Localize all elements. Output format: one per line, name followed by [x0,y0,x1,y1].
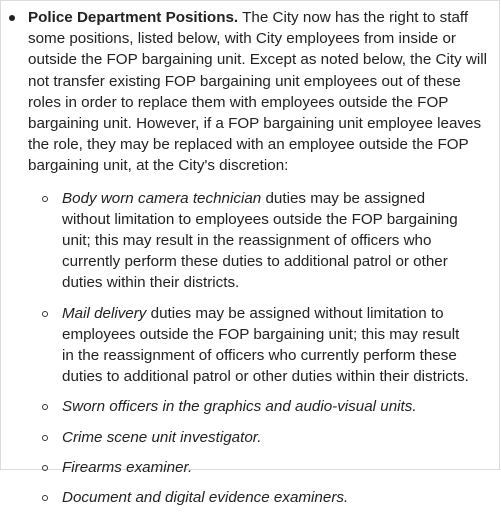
hollow-bullet-icon [42,465,48,471]
positions-list [28,188,489,509]
hollow-bullet-icon [42,196,48,202]
hollow-bullet-icon [42,435,48,441]
position-title: Sworn officers in the graphics and audio-visual units. [62,398,417,416]
list-item [28,457,489,478]
position-title: Crime scene unit investigator. [62,428,262,446]
position-description: duties may be assigned without limitation to employees outside the FOP bargaining unit; this may result in the reassignment of officers who currently perform these duties to additional patrol or other duties within their districts. [62,189,458,292]
police-positions-item [1,7,501,508]
document-body [1,7,501,517]
position-description: duties may be assigned without limitation to employees outside the FOP bargaining unit; this may result in the reassignment of officers who currently perform these duties to additional patrol or other duties within their districts. [62,304,469,386]
list-item [28,427,489,448]
hollow-bullet-icon [42,404,48,410]
list-item [28,487,489,508]
list-item [28,396,489,417]
hollow-bullet-icon [42,311,48,317]
position-title: Firearms examiner. [62,458,193,476]
position-title: Mail delivery [62,304,147,322]
bullet-icon [9,15,15,21]
section-intro-text: The City now has the right to staff some positions, listed below, with City employees from inside or outside the FOP bargaining unit. Except as noted below, the City will not transfer existing FOP bargaining unit employees out of these roles in order to replace them with employees outside the FOP bargaining unit. However, if a FOP bargaining unit employee leaves the role, they may be replaced with an employee outside the FOP bargaining unit, at the City's discretion: [28,9,487,175]
hollow-bullet-icon [42,495,48,501]
list-item [28,188,489,294]
position-title: Body worn camera technician [62,189,262,207]
list-item [28,303,489,388]
position-title: Document and digital evidence examiners. [62,489,349,507]
section-heading: Police Department Positions. [28,9,239,26]
